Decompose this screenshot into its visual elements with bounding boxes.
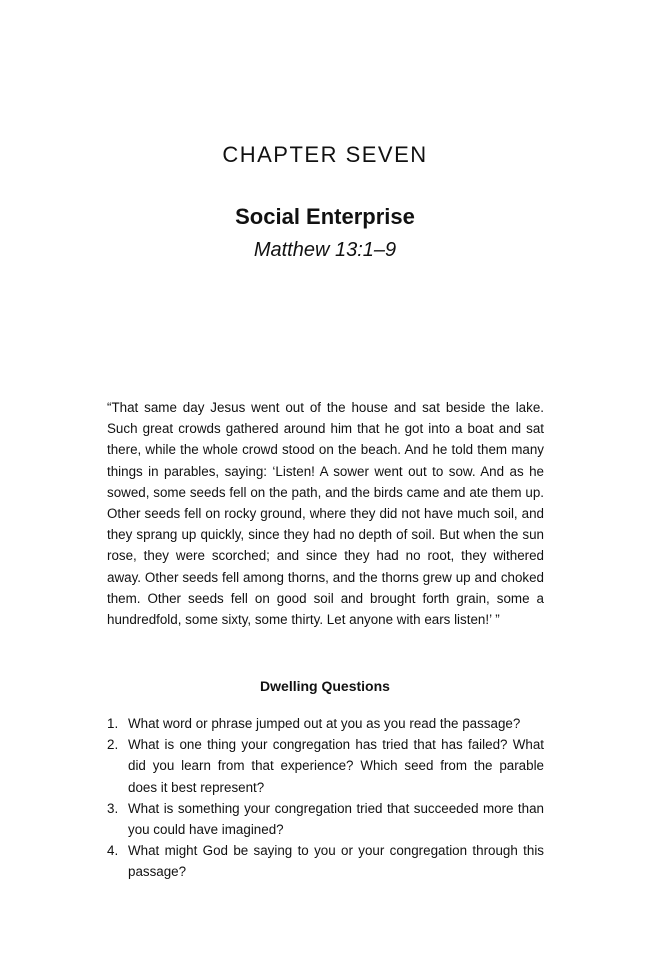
question-item	[107, 734, 544, 798]
question-number: 4.	[107, 843, 119, 859]
question-text: What might God be saying to you or your congregation through this passage?	[128, 843, 544, 880]
question-item	[107, 840, 544, 882]
scripture-passage: “That same day Jesus went out of the house and sat beside the lake. Such great crowds gathered around him that he got into a boat and sat there, while the whole crowd stood on the beach. And he told them many things in parables, saying: ‘Listen! A sower went out to sow. And as he sowed, some seeds fell on the path, and the birds came and ate them up. Other seeds fell on rocky ground, where they did not have much soil, and they sprang up quickly, since they had no depth of soil. But when the sun rose, they were scorched; and since they had no root, they withered away. Other seeds fell among thorns, and the thorns grew up and choked them. Other seeds fell on good soil and brought forth grain, some a hundredfold, some sixty, some thirty. Let anyone with ears listen!’ ”	[107, 400, 544, 628]
question-item	[107, 713, 544, 734]
question-number: 1.	[107, 716, 119, 731]
chapter-title: Social Enterprise	[235, 204, 415, 229]
question-text: What is one thing your congregation has tried that has failed? What did you learn from that experience? Which seed from the parable does it best represent?	[128, 737, 544, 795]
chapter-number-label: CHAPTER SEVEN	[222, 142, 428, 167]
question-item	[107, 798, 544, 840]
questions-list	[107, 713, 544, 883]
question-text: What is something your congregation tried that succeeded more than you could have imagined?	[128, 800, 544, 838]
question-text: What word or phrase jumped out at you as you read the passage?	[128, 716, 521, 731]
question-number: 3.	[107, 800, 119, 816]
questions-heading: Dwelling Questions	[260, 678, 390, 694]
question-number: 2.	[107, 737, 119, 753]
scripture-reference: Matthew 13:1–9	[253, 239, 397, 261]
